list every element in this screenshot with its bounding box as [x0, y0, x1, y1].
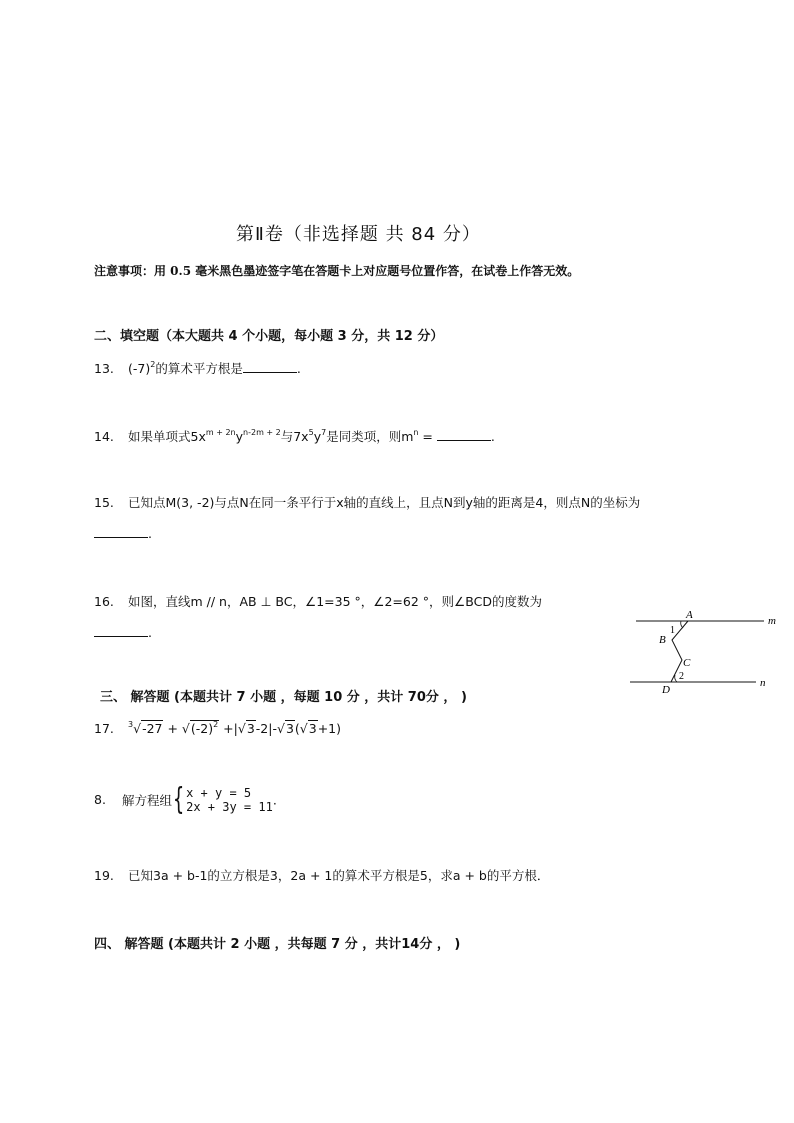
q14-text-d: y	[313, 429, 322, 444]
question-13	[94, 359, 301, 377]
question-17	[94, 721, 341, 736]
question-number: 14.	[94, 429, 114, 444]
q14-text-a: 如果单项式5x	[128, 429, 206, 444]
q13-end: .	[296, 361, 301, 376]
label-n: n	[760, 677, 766, 689]
label-m: m	[768, 615, 776, 627]
label-B: B	[659, 634, 666, 646]
section-4-heading: 四、 解答题 (本题共计 2 小题 ，共每题 7 分 ，共计14分 ， )	[94, 937, 461, 952]
q14-exp-4: 7	[321, 428, 327, 437]
question-16-answer-line	[94, 624, 152, 640]
q16-end: .	[148, 625, 152, 640]
parallel-lines-figure	[626, 606, 786, 696]
question-16	[94, 592, 542, 610]
label-A: A	[686, 609, 693, 621]
radical-sign: √	[133, 721, 142, 736]
answer-blank	[94, 525, 148, 538]
q14-text-b: y	[235, 429, 244, 444]
q16-text: 如图，直线m // n，AB ⊥ BC，∠1=35 °，∠2=62 °，则∠BCD的度数为	[128, 594, 542, 609]
question-number: 13.	[94, 361, 114, 376]
label-angle-1: 1	[670, 625, 675, 636]
question-number: 15.	[94, 495, 114, 510]
answer-blank	[94, 624, 148, 637]
q14-text-c: 与7x	[280, 429, 309, 444]
question-15-answer-line	[94, 525, 152, 541]
equation-system	[186, 786, 273, 814]
root-index: 3	[128, 720, 134, 729]
q14-end: .	[490, 429, 495, 444]
q14-exp-1: m + 2n	[205, 428, 236, 437]
brace-icon: {	[172, 782, 185, 817]
radicand-2-exp: 2	[213, 720, 219, 729]
label-angle-2: 2	[679, 671, 684, 682]
question-18	[94, 782, 277, 817]
q14-exp-2: n-2m + 2	[243, 428, 281, 437]
radical-sign: √	[237, 721, 246, 736]
answer-blank	[437, 428, 491, 441]
question-14	[94, 427, 495, 445]
radicand-5: 3	[308, 721, 317, 736]
radicand-1: -27	[142, 721, 163, 736]
q14-exp-5: n	[413, 428, 419, 437]
q13-base: (-7)	[128, 361, 151, 376]
q18-end: .	[272, 792, 277, 808]
equation-2: 2x + 3y = 11	[186, 800, 273, 814]
radicand-4: 3	[285, 721, 294, 736]
radicand-2	[190, 720, 219, 736]
q14-text-e: 是同类项，则m	[326, 429, 414, 444]
notice-text: 注意事项：用 0.5 毫米黑色墨迹签字笔在答题卡上对应题号位置作答，在试卷上作答无效。	[94, 264, 580, 278]
label-D: D	[662, 684, 670, 696]
q17-paren: (	[294, 721, 300, 736]
section-3-heading: 三、 解答题 (本题共计 7 小题 ，每题 10 分 ，共计 70分 ， )	[100, 690, 467, 705]
question-15	[94, 493, 640, 511]
page-title: 第Ⅱ卷（非选择题 共 84 分）	[236, 224, 481, 245]
question-number: 8.	[94, 791, 106, 807]
q17-tail: +1)	[317, 721, 342, 736]
q14-text-f: =	[418, 429, 437, 444]
question-number: 17.	[94, 721, 114, 736]
section-2-heading: 二、填空题（本大题共 4 个小题，每小题 3 分，共 12 分）	[94, 329, 444, 344]
equation-1: x + y = 5	[186, 786, 252, 800]
q18-text: 解方程组	[122, 793, 173, 808]
q15-text: 已知点M(3, -2)与点N在同一条平行于x轴的直线上，且点N到y轴的距离是4，则点N的坐标为	[128, 495, 641, 510]
radicand-3: 3	[246, 721, 255, 736]
q17-plus-2: +|	[219, 721, 238, 736]
q15-end: .	[148, 526, 152, 541]
q14-exp-3: 5	[308, 428, 314, 437]
q19-text: 已知3a + b-1的立方根是3，2a + 1的算术平方根是5，求a + b的平方根．	[128, 868, 550, 883]
radicand-2-base: (-2)	[190, 721, 214, 736]
angle-2-arc	[675, 675, 677, 682]
question-number: 16.	[94, 594, 114, 609]
q17-minus: -2|-	[255, 721, 277, 736]
radical-sign: √	[276, 721, 285, 736]
q17-plus-1: +	[163, 721, 182, 736]
label-C: C	[683, 657, 691, 669]
question-19	[94, 866, 549, 884]
q13-exponent: 2	[150, 360, 156, 369]
answer-blank	[243, 360, 297, 373]
q13-text: 的算术平方根是	[155, 361, 243, 376]
radical-sign: √	[299, 721, 308, 736]
question-number: 19.	[94, 868, 114, 883]
radical-sign: √	[181, 721, 190, 736]
